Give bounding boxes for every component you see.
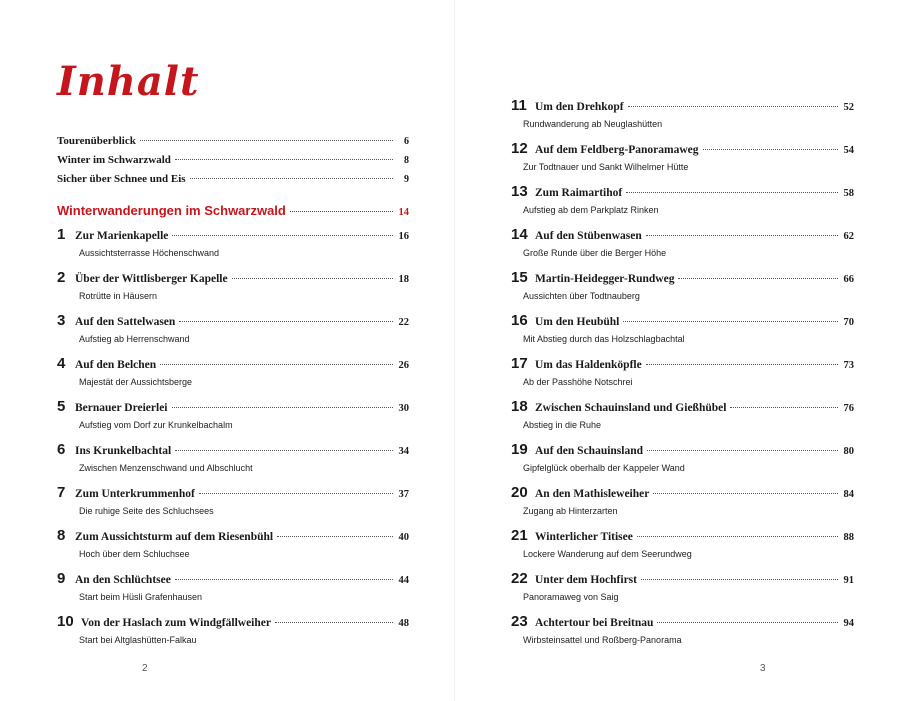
tour-number: 8 (57, 527, 66, 544)
tour-entry[interactable] (511, 312, 854, 329)
tour-page: 76 (843, 403, 854, 414)
dot-leader (175, 450, 393, 451)
tour-title: Bernauer Dreierlei (75, 402, 168, 414)
tour-number: 2 (57, 269, 66, 286)
tour-page: 30 (398, 403, 409, 414)
intro-entry[interactable] (57, 173, 409, 185)
tour-entry[interactable] (511, 355, 854, 372)
tour-number: 9 (57, 570, 66, 587)
tour-entry[interactable] (57, 484, 409, 501)
tour-entry[interactable] (511, 484, 854, 501)
tour-entry[interactable] (511, 183, 854, 200)
tour-entry[interactable] (57, 570, 409, 587)
tour-subtitle: Ab der Passhöhe Notschrei (523, 377, 633, 387)
tour-page: 66 (843, 274, 854, 285)
tour-entry[interactable] (57, 398, 409, 415)
entry-title: Sicher über Schnee und Eis (57, 173, 186, 185)
tour-entry[interactable] (57, 441, 409, 458)
dot-leader (646, 364, 838, 365)
tour-page: 48 (398, 618, 409, 629)
tour-title: Über der Wittlisberger Kapelle (75, 273, 228, 285)
tour-page: 40 (398, 532, 409, 543)
tour-number: 10 (57, 613, 74, 630)
section-heading[interactable] (57, 203, 409, 218)
tour-page: 73 (843, 360, 854, 371)
tour-number: 11 (511, 97, 527, 114)
intro-entry[interactable] (57, 154, 409, 166)
dot-leader (641, 579, 838, 580)
tour-number: 3 (57, 312, 66, 329)
dot-leader (646, 235, 838, 236)
dot-leader (678, 278, 838, 279)
tour-subtitle: Die ruhige Seite des Schluchsees (79, 506, 214, 516)
tour-number: 5 (57, 398, 66, 415)
tour-page: 52 (843, 102, 854, 113)
tour-title: Unter dem Hochfirst (535, 574, 637, 586)
tour-subtitle: Zugang ab Hinterzarten (523, 506, 618, 516)
dot-leader (160, 364, 393, 365)
tour-subtitle: Aussichtsterrasse Höchenschwand (79, 248, 220, 258)
dot-leader (232, 278, 393, 279)
tour-number: 13 (511, 183, 528, 200)
tour-page: 37 (398, 489, 409, 500)
dot-leader (657, 622, 838, 623)
dot-leader (179, 321, 393, 322)
tour-number: 4 (57, 355, 66, 372)
entry-page: 6 (404, 136, 409, 147)
dot-leader (628, 106, 838, 107)
tour-title: Auf den Belchen (75, 359, 157, 371)
tour-entry[interactable] (57, 312, 409, 329)
entry-page: 8 (404, 155, 409, 166)
tour-subtitle: Start bei Altglashütten-Falkau (79, 635, 197, 645)
tour-entry[interactable] (511, 570, 854, 587)
tour-number: 12 (511, 140, 528, 157)
tour-subtitle: Zur Todtnauer und Sankt Wilhelmer Hütte (523, 162, 689, 172)
section-page: 14 (398, 207, 409, 218)
tour-entry[interactable] (511, 140, 854, 157)
tour-title: Auf den Sattelwasen (75, 316, 176, 328)
tour-title: Um das Haldenköpfle (535, 359, 642, 371)
dot-leader (637, 536, 838, 537)
tour-page: 44 (398, 575, 409, 586)
tour-title: Martin-Heidegger-Rundweg (535, 273, 675, 285)
tour-entry[interactable] (511, 269, 854, 286)
tour-entry[interactable] (57, 613, 409, 630)
tour-entry[interactable] (57, 269, 409, 286)
tour-subtitle: Aufstieg ab Herrenschwand (79, 334, 190, 344)
tour-page: 58 (843, 188, 854, 199)
tour-entry[interactable] (57, 355, 409, 372)
tour-title: Zur Marienkapelle (75, 230, 169, 242)
page-number-left: 2 (142, 663, 148, 674)
tour-page: 26 (398, 360, 409, 371)
tour-subtitle: Aufstieg ab dem Parkplatz Rinken (523, 205, 659, 215)
tour-title: Zum Unterkrummenhof (75, 488, 195, 500)
dot-leader (199, 493, 393, 494)
dot-leader (277, 536, 393, 537)
tour-subtitle: Abstieg in die Ruhe (523, 420, 602, 430)
tour-entry[interactable] (511, 226, 854, 243)
tour-title: Auf den Schauinsland (535, 445, 644, 457)
tour-subtitle: Panoramaweg von Saig (523, 592, 619, 602)
tour-title: Zum Aussichtsturm auf dem Riesenbühl (75, 531, 274, 543)
tour-title: Auf den Stübenwasen (535, 230, 642, 242)
tour-entry[interactable] (511, 613, 854, 630)
dot-leader (730, 407, 838, 408)
tour-title: Achtertour bei Breitnau (535, 617, 654, 629)
tour-subtitle: Zwischen Menzenschwand und Albschlucht (79, 463, 253, 473)
tour-number: 7 (57, 484, 66, 501)
tour-subtitle: Gipfelglück oberhalb der Kappeler Wand (523, 463, 685, 473)
entry-page: 9 (404, 174, 409, 185)
dot-leader (626, 192, 838, 193)
dot-leader (623, 321, 838, 322)
tour-title: Zwischen Schauinsland und Gießhübel (535, 402, 727, 414)
tour-entry[interactable] (57, 527, 409, 544)
tour-entry[interactable] (511, 527, 854, 544)
section-title: Winterwanderungen im Schwarzwald (57, 203, 286, 218)
tour-number: 21 (511, 527, 528, 544)
dot-leader (190, 178, 393, 179)
tour-page: 88 (843, 532, 854, 543)
page-number-right: 3 (760, 663, 766, 674)
tour-number: 16 (511, 312, 528, 329)
tour-number: 17 (511, 355, 528, 372)
tour-title: Um den Heubühl (535, 316, 620, 328)
tour-subtitle: Hoch über dem Schluchsee (79, 549, 190, 559)
tour-title: An den Mathisleweiher (535, 488, 650, 500)
tour-page: 22 (398, 317, 409, 328)
dot-leader (275, 622, 393, 623)
dot-leader (140, 140, 393, 141)
tour-title: Zum Raimartihof (535, 187, 623, 199)
dot-leader (653, 493, 838, 494)
tour-title: Auf dem Feldberg-Panoramaweg (535, 144, 699, 156)
tour-subtitle: Start beim Hüsli Grafenhausen (79, 592, 203, 602)
dot-leader (172, 235, 393, 236)
tour-subtitle: Große Runde über die Berger Höhe (523, 248, 667, 258)
tour-subtitle: Lockere Wanderung auf dem Seerundweg (523, 549, 692, 559)
dot-leader (175, 579, 393, 580)
tour-title: Winterlicher Titisee (535, 531, 633, 543)
tour-entry[interactable] (511, 441, 854, 458)
tour-subtitle: Wirbsteinsattel und Roßberg-Panorama (523, 635, 682, 645)
tour-page: 70 (843, 317, 854, 328)
tour-number: 1 (57, 226, 66, 243)
tour-entry[interactable] (511, 97, 854, 114)
tour-number: 22 (511, 570, 528, 587)
tour-title: An den Schlüchtsee (75, 574, 171, 586)
tour-page: 62 (843, 231, 854, 242)
dot-leader (175, 159, 393, 160)
page-right (455, 0, 910, 701)
contents-heading: Inhalt (57, 58, 200, 105)
tour-page: 91 (843, 575, 854, 586)
tour-title: Um den Drehkopf (535, 101, 624, 113)
tour-subtitle: Mit Abstieg durch das Holzschlagbachtal (523, 334, 685, 344)
tour-number: 15 (511, 269, 528, 286)
tour-page: 94 (843, 618, 854, 629)
tour-page: 80 (843, 446, 854, 457)
dot-leader (172, 407, 394, 408)
dot-leader (647, 450, 838, 451)
tour-page: 34 (398, 446, 409, 457)
tour-title: Ins Krunkelbachtal (75, 445, 172, 457)
entry-title: Tourenüberblick (57, 135, 136, 147)
tour-number: 6 (57, 441, 66, 458)
tour-subtitle: Rundwanderung ab Neuglashütten (523, 119, 663, 129)
dot-leader (703, 149, 838, 150)
tour-number: 19 (511, 441, 528, 458)
tour-subtitle: Rotrütte in Häusern (79, 291, 158, 301)
intro-entry[interactable] (57, 135, 409, 147)
tour-page: 18 (398, 274, 409, 285)
tour-page: 84 (843, 489, 854, 500)
entry-title: Winter im Schwarzwald (57, 154, 171, 166)
tour-number: 14 (511, 226, 528, 243)
tour-subtitle: Aufstieg vom Dorf zur Krunkelbachalm (79, 420, 233, 430)
tour-entry[interactable] (57, 226, 409, 243)
tour-number: 20 (511, 484, 528, 501)
tour-page: 16 (398, 231, 409, 242)
tour-subtitle: Aussichten über Todtnauberg (523, 291, 640, 301)
tour-number: 18 (511, 398, 528, 415)
tour-entry[interactable] (511, 398, 854, 415)
dot-leader (290, 211, 393, 212)
tour-number: 23 (511, 613, 528, 630)
tour-subtitle: Majestät der Aussichtsberge (79, 377, 193, 387)
tour-page: 54 (843, 145, 854, 156)
tour-title: Von der Haslach zum Windgfällweiher (81, 617, 271, 629)
